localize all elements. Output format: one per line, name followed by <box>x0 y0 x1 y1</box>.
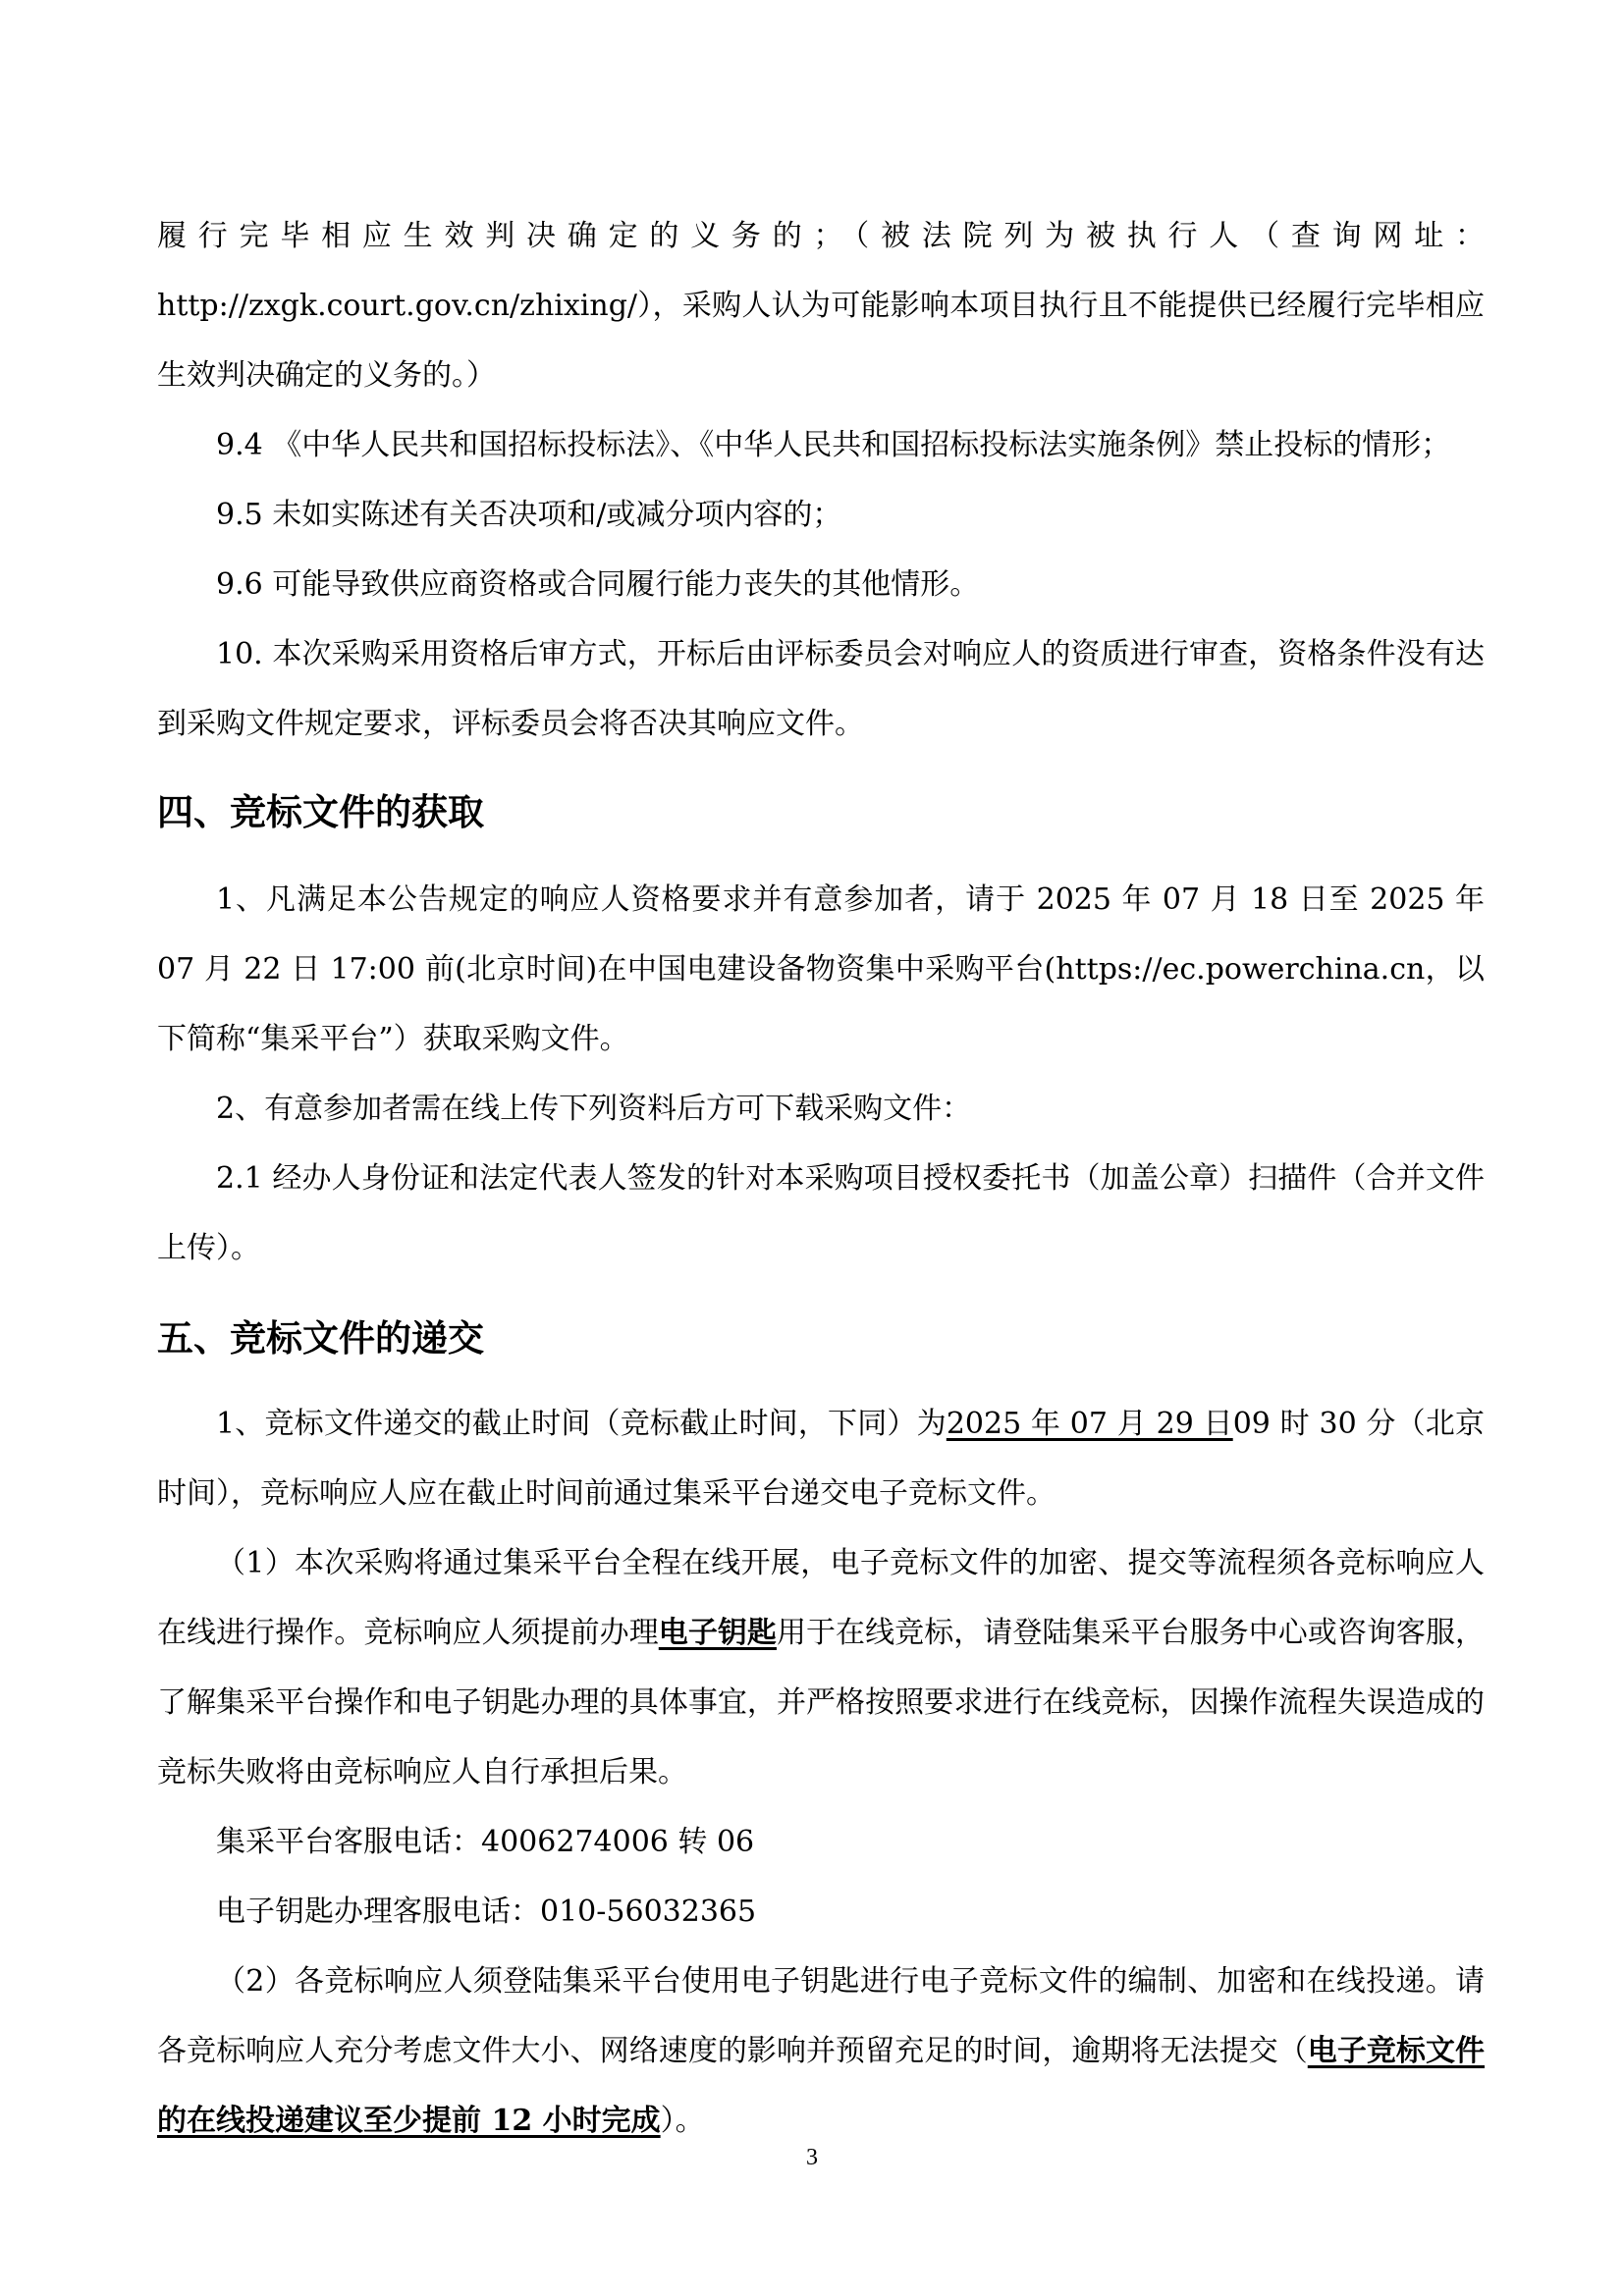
hotline-platform: 集采平台客服电话：4006274006 转 06 <box>216 1825 755 1859</box>
page-content <box>157 201 1485 2156</box>
electronic-key-emphasis: 电子钥匙 <box>658 1616 777 1650</box>
item-9-5: 9.5 未如实陈述有关否决项和/或减分项内容的； <box>216 498 842 532</box>
deadline-date: 2025 年 07 月 29 日 <box>946 1407 1233 1441</box>
section5-item-1 <box>157 1389 1485 1528</box>
deadline-text-b: 09 时 30 分（北京时间），竞标响应人应在截止时间前通过集采平台递交电子竞标文件。 <box>157 1407 1485 1511</box>
deadline-text-a: 1、竞标文件递交的截止时间（竞标截止时间，下同）为 <box>216 1407 947 1441</box>
paragraph-obligation-cont: 履行完毕相应生效判决确定的义务的；（被法院列为被执行人（查询网址：http://zxgk.court.gov.cn/zhixing/），采购人认为可能影响本项目执行且不能提供已经履行完毕相应生效判决确定的义务的。） <box>157 219 1485 393</box>
submit-text-b: ）。 <box>660 2104 705 2138</box>
online-text-a: （1）本次采购将通过集采平台全程在线开展，电子竞标文件的加密、提交等流程须各竞标响应人在线进行操作。竞标响应人须提前办理 <box>157 1546 1485 1650</box>
online-text-b: 用于在线竞标，请登陆集采平台服务中心或咨询客服，了解集采平台操作和电子钥匙办理的具体事宜，并严格按照要求进行在线竞标，因操作流程失误造成的竞标失败将由竞标响应人自行承担后果。 <box>157 1616 1486 1789</box>
submit-advice-emphasis: 电子竞标文件的在线投递建议至少提前 12 小时完成 <box>157 2034 1486 2138</box>
page-number: 3 <box>806 2145 818 2170</box>
section4-item-1: 1、凡满足本公告规定的响应人资格要求并有意参加者，请于 2025 年 07 月 18 日至 2025 年 07 月 22 日 17:00 前(北京时间)在中国电建设备物资集中采购平台(https://ec.powerchina.cn，以下简称“集采平台”）获取采购文件。 <box>157 882 1485 1056</box>
section5-item-1-1 <box>157 1528 1485 1807</box>
section-heading-4: 四、竞标文件的获取 <box>157 791 484 833</box>
item-10: 10. 本次采购采用资格后审方式，开标后由评标委员会对响应人的资质进行审查，资格条件没有达到采购文件规定要求，评标委员会将否决其响应文件。 <box>157 637 1485 741</box>
submit-text-a: （2）各竞标响应人须登陆集采平台使用电子钥匙进行电子竞标文件的编制、加密和在线投递。请各竞标响应人充分考虑文件大小、网络速度的影响并预留充足的时间，逾期将无法提交（ <box>157 1964 1485 2068</box>
section4-item-2-1: 2.1 经办人身份证和法定代表人签发的针对本采购项目授权委托书（加盖公章）扫描件（合并文件上传）。 <box>157 1161 1485 1265</box>
item-9-6: 9.6 可能导致供应商资格或合同履行能力丧失的其他情形。 <box>216 567 980 602</box>
hotline-electronic-key: 电子钥匙办理客服电话：010-56032365 <box>216 1895 757 1929</box>
item-9-4: 9.4 《中华人民共和国招标投标法》、《中华人民共和国招标投标法实施条例》禁止投标的情形； <box>216 428 1451 462</box>
section-heading-5: 五、竞标文件的递交 <box>157 1317 484 1360</box>
section5-item-1-2 <box>157 1947 1485 2156</box>
section4-item-2: 2、有意参加者需在线上传下列资料后方可下载采购文件： <box>216 1092 972 1126</box>
